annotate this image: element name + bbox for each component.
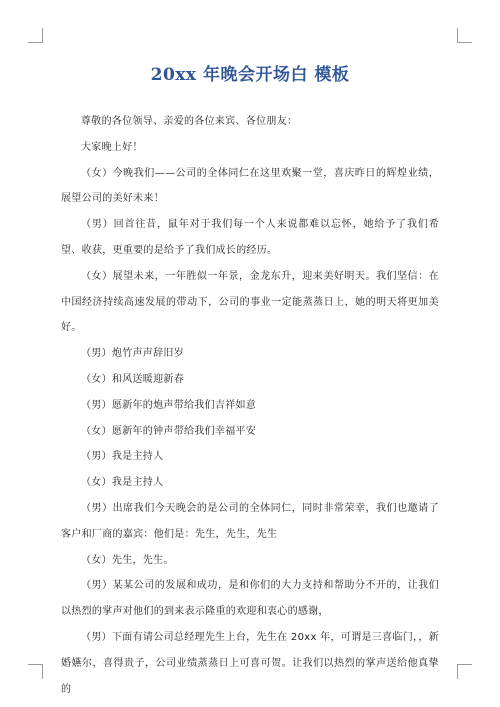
paragraph: （男）愿新年的炮声带给我们吉祥如意 — [81, 399, 257, 411]
document-body — [61, 109, 439, 702]
paragraph: （男）炮竹声声辞旧岁 — [81, 348, 184, 360]
crop-mark-bottom-right — [457, 664, 472, 679]
paragraph: （女）愿新年的钟声带给我们幸福平安 — [81, 425, 257, 437]
paragraph: （女）我是主持人 — [81, 477, 164, 489]
document-title: 20xx 年晚会开场白 模板 — [150, 65, 350, 85]
paragraph: （男）下面有请公司总经理先生上台，先生在 20xx 年，可谓是三喜临门，，新婚嬿尔，喜得贵子，公司业绩蒸蒸日上可喜可贺。让我们以热烈的掌声送给他真挚的 — [61, 631, 439, 695]
paragraph: （男）某某公司的发展和成功，是和你们的大力支持和帮助分不开的，让我们以热烈的掌声对他们的到来表示隆重的欢迎和衷心的感谢， — [61, 580, 439, 618]
paragraph: （男）出席我们今天晚会的是公司的全体同仁，同时非常荣幸，我们也邀请了客户和厂商的嘉宾：他们是：先生，先生，先生 — [61, 502, 439, 540]
paragraph: （女）先生，先生。 — [81, 554, 174, 566]
paragraph-salutation: 尊敬的各位领导、亲爱的各位来宾、各位朋友： — [81, 116, 298, 127]
paragraph: （男）回首往昔，鼠年对于我们每一个人来说都难以忘怀，她给予了我们希望、收获，更重要的是给予了我们成长的经历。 — [61, 219, 439, 256]
paragraph: （男）我是主持人 — [81, 451, 164, 463]
paragraph: （女）展望未来，一年胜似一年景，金龙东升，迎来美好明天。我们坚信：在中国经济持续高速发展的带动下，公司的事业一定能蒸蒸日上，她的明天将更加美好。 — [61, 270, 439, 334]
paragraph: （女）和风送暖迎新春 — [81, 373, 184, 385]
crop-mark-bottom-left — [28, 664, 43, 679]
paragraph-greeting: 大家晚上好！ — [81, 141, 143, 153]
crop-mark-top-left — [28, 28, 43, 43]
crop-mark-top-right — [457, 28, 472, 43]
paragraph: （女）今晚我们——公司的全体同仁在这里欢聚一堂，喜庆昨日的辉煌业绩，展望公司的美好未来！ — [61, 167, 439, 205]
